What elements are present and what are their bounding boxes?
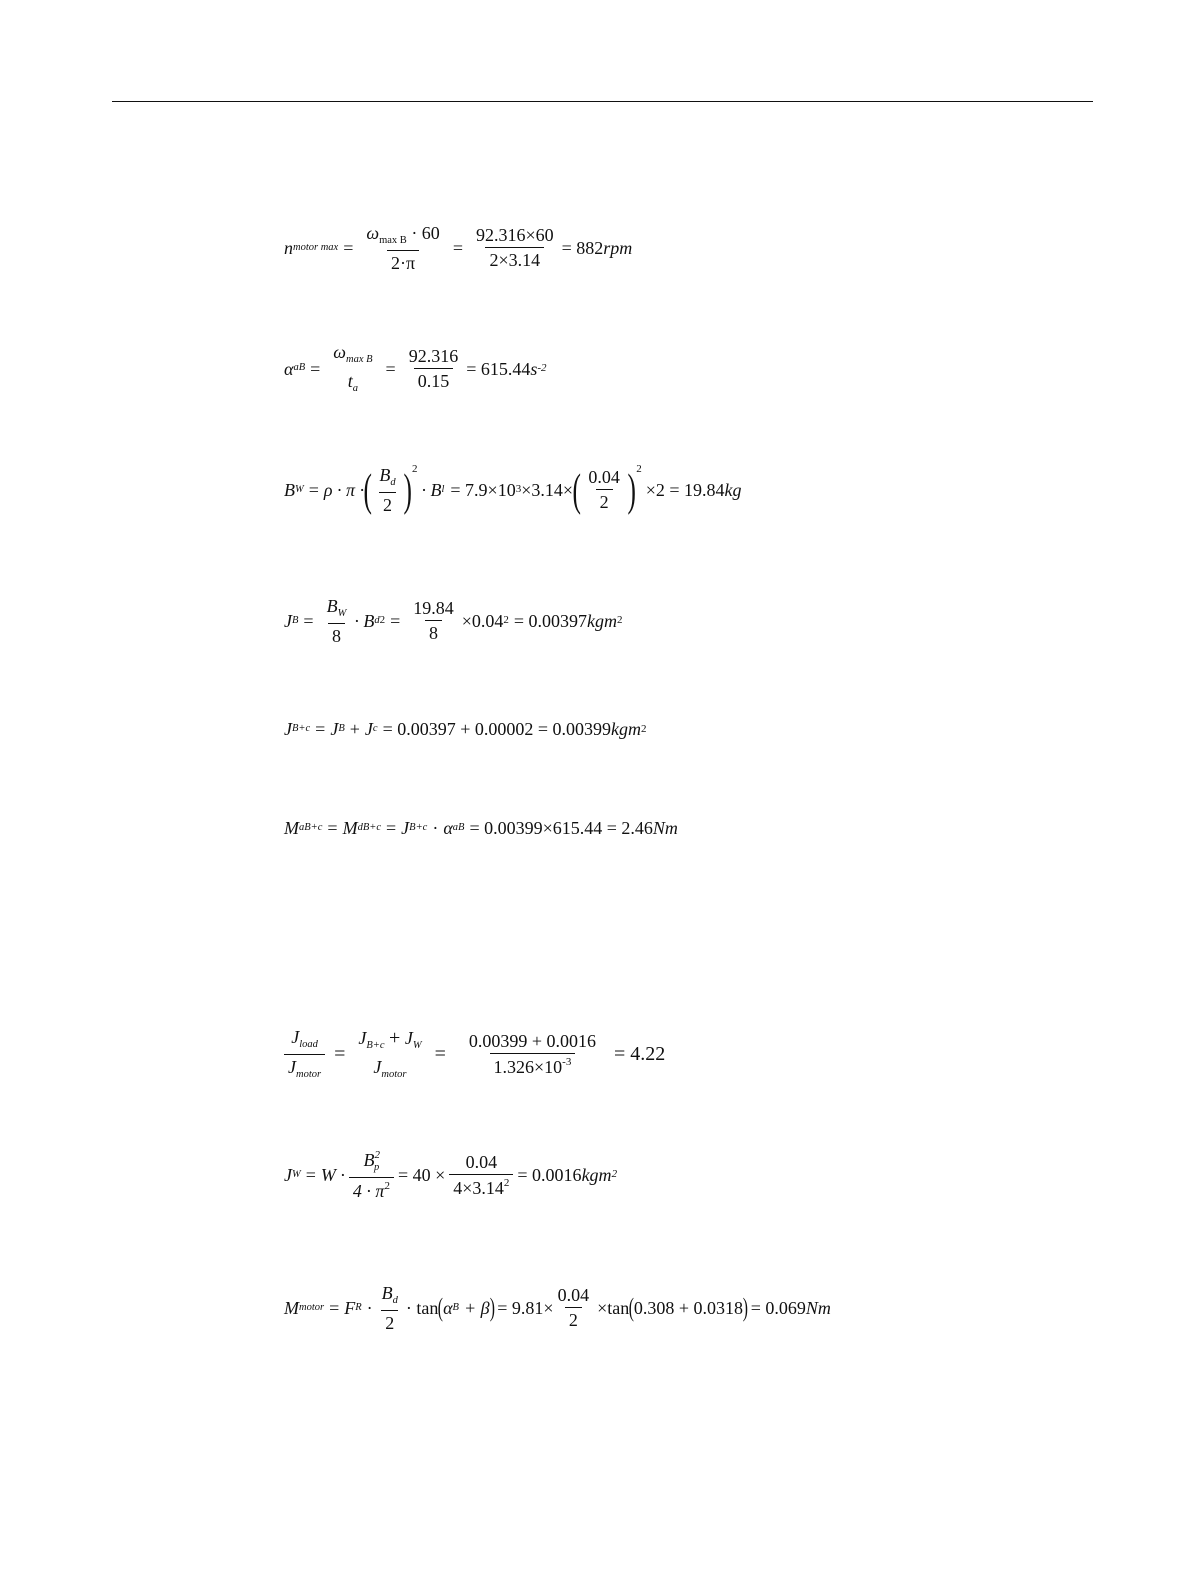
eq3-frac1-den: 2 (379, 492, 396, 514)
eq8-lhs-sub: W (292, 1168, 301, 1180)
eq7-frac1-den-sub: motor (296, 1068, 322, 1080)
eq1-lhs-sub: motor max (293, 241, 339, 253)
eq3-unit: kg (724, 479, 742, 500)
eq9-paren2-open: ( (628, 1292, 635, 1322)
eq7-frac2-num-b-sub: W (412, 1040, 422, 1051)
eq5-t1: J (330, 719, 339, 739)
eq3-paren-close: ) (403, 463, 412, 515)
eq1-frac2-den: 2×3.14 (485, 247, 544, 269)
eq9-frac1-den: 2 (381, 1310, 398, 1332)
eq9-frac2-den: 2 (565, 1307, 582, 1329)
eq3-lhs: B (284, 479, 295, 500)
eq4-unit-sup: 2 (617, 614, 623, 627)
eq1-result: = 882 (561, 237, 604, 258)
eq9-f: F (344, 1297, 356, 1318)
eq6-equals: = (327, 818, 338, 838)
eq9-alpha: α (443, 1297, 453, 1318)
eq9-frac1-num: B (381, 1283, 393, 1303)
eq7-frac3-den: 1.326×10 (493, 1057, 563, 1077)
eq9-eq2: = 9.81× (497, 1297, 554, 1318)
eq6-t2: J (401, 818, 410, 838)
eq4-frac1 (323, 597, 351, 645)
eq7-result: = 4.22 (614, 1043, 666, 1065)
eq7-frac3 (455, 1032, 610, 1076)
eq5-t2-sub: c (372, 722, 378, 734)
eq3-equals: = (308, 479, 319, 500)
eq9-frac1-num-sub: d (392, 1295, 398, 1306)
eq1-lhs: n (284, 237, 293, 258)
equation-j-ratio (284, 1028, 665, 1080)
eq6-dot: · (432, 818, 439, 838)
eq6-t3-sub: aB (452, 821, 465, 833)
eq2-unit: s (530, 358, 538, 379)
eq9-lhs: M (284, 1297, 299, 1318)
eq5-result: = 0.00397 + 0.00002 = 0.00399 (382, 719, 612, 739)
eq9-tail: ×tan (597, 1297, 630, 1318)
eq2-unit-sup: -2 (537, 362, 547, 374)
eq4-result: = 0.00397 (513, 610, 588, 631)
equation-j-w (284, 1150, 617, 1200)
eq9-dot: · (366, 1297, 373, 1318)
eq5-unit-sup: 2 (641, 722, 647, 735)
eq7-frac1-num: J (291, 1027, 300, 1047)
eq3-frac2-den: 2 (596, 489, 613, 511)
eq2-frac1-den: t (347, 370, 353, 391)
eq4-equals: = (303, 610, 314, 631)
eq1-frac2-num: 92.316×60 (475, 225, 554, 246)
eq3-eq2: = 7.9×10 (450, 479, 516, 500)
eq2-frac2 (405, 347, 463, 390)
eq9-paren-open: ( (438, 1292, 444, 1322)
eq6-lhs-sub: aB+c (299, 821, 323, 833)
eq2-result: = 615.44 (466, 358, 531, 379)
eq8-frac1-den: 4 · π (352, 1180, 385, 1201)
eq2-frac1-den-sub: a (352, 382, 359, 394)
eq7-equals-2: = (434, 1043, 446, 1065)
eq7-frac1 (284, 1028, 325, 1080)
eq3-paren2-open: ( (572, 463, 581, 515)
eq9-f-sub: R (355, 1301, 362, 1313)
eq3-bl: · B (421, 479, 442, 500)
eq2-equals-2: = (385, 358, 396, 379)
eq2-frac1 (329, 343, 376, 394)
eq6-result: = 0.00399×615.44 = 2.46 (469, 818, 653, 838)
eq7-frac3-den-sup: -3 (562, 1056, 572, 1068)
equation-m-abc (284, 819, 678, 837)
eq3-bl-sub: l (441, 483, 445, 495)
eq8-unit: kgm (581, 1164, 612, 1185)
eq8-equals: = (305, 1164, 316, 1185)
eq8-frac1-num-sub: p (374, 1162, 380, 1173)
eq4-tail-sup: 2 (503, 614, 509, 627)
equation-b-w (284, 463, 742, 515)
eq5-equals: = (315, 719, 326, 739)
eq7-frac2-den-sub: motor (381, 1068, 407, 1080)
eq4-frac1-num-sub: W (337, 608, 347, 619)
eq3-lhs-sub: W (295, 483, 304, 495)
eq6-equals-2: = (386, 818, 397, 838)
eq4-lhs-sub: B (292, 614, 299, 626)
eq6-t1-sub: dB+c (357, 821, 381, 833)
eq7-frac2-num-a-sub: B+c (366, 1040, 385, 1051)
eq1-equals-2: = (452, 237, 463, 258)
eq4-frac2 (409, 599, 458, 642)
eq8-eq2: = 40 × (397, 1164, 446, 1185)
eq4-frac2-num: 19.84 (413, 598, 454, 619)
eq4-lhs: J (284, 610, 292, 631)
eq9-alpha-sub: B (452, 1301, 459, 1313)
eq9-paren-close: ) (489, 1292, 495, 1322)
eq7-equals: = (334, 1043, 346, 1065)
eq6-t1: M (342, 818, 358, 838)
eq5-lhs-sub: B+c (292, 722, 311, 734)
eq3-frac2 (584, 468, 624, 511)
eq9-frac2 (554, 1286, 594, 1329)
eq9-tan: · tan (405, 1297, 439, 1318)
eq5-unit: kgm (611, 719, 642, 739)
eq7-frac2-den: J (373, 1056, 382, 1077)
eq1-equals: = (343, 237, 354, 258)
eq8-frac2 (449, 1153, 513, 1197)
eq8-frac2-den: 4×3.14 (453, 1177, 504, 1198)
eq3-paren2-close: ) (627, 463, 636, 515)
eq3-frac1-num-sub: d (390, 477, 396, 488)
eq1-unit: rpm (603, 237, 633, 258)
eq9-unit: Nm (805, 1297, 831, 1318)
eq7-frac1-den: J (288, 1056, 296, 1077)
eq3-eq2-sup: 3 (515, 483, 522, 496)
eq9-frac2-num: 0.04 (557, 1285, 590, 1306)
eq5-plus: + (349, 719, 360, 739)
eq8-frac1-den-sup: 2 (384, 1179, 390, 1192)
eq4-frac2-den: 8 (425, 620, 442, 642)
eq9-inner: 0.308 + 0.0318 (633, 1297, 744, 1318)
eq6-t2-sub: B+c (409, 821, 428, 833)
header-rule (112, 101, 1093, 102)
eq4-mult-sup: 2 (379, 614, 386, 627)
equation-j-bc (284, 720, 647, 738)
eq8-w: W · (320, 1164, 345, 1185)
eq9-frac1 (378, 1284, 402, 1332)
eq3-frac1-num: B (379, 465, 391, 485)
eq6-lhs: M (284, 818, 299, 838)
eq2-frac2-den: 0.15 (414, 368, 454, 390)
eq7-frac2-plus: + (389, 1027, 401, 1049)
eq4-frac1-num: B (326, 596, 338, 616)
eq4-frac1-den: 8 (328, 623, 345, 645)
eq7-frac2-num-a: J (358, 1028, 367, 1048)
eq8-frac1-num-sup: 2 (374, 1149, 381, 1161)
eq8-result: = 0.0016 (517, 1164, 582, 1185)
eq5-t2: J (364, 719, 373, 739)
equation-m-motor (284, 1284, 831, 1332)
eq4-unit: kgm (587, 610, 618, 631)
equation-alpha-ab (284, 343, 547, 394)
eq8-frac2-num: 0.04 (465, 1151, 498, 1172)
eq8-lhs: J (284, 1164, 292, 1185)
eq3-frac2-num: 0.04 (588, 467, 620, 488)
eq4-equals-2: = (390, 610, 401, 631)
eq9-plus-beta: + β (463, 1297, 490, 1318)
eq6-unit: Nm (652, 818, 678, 838)
eq5-t1-sub: B (338, 722, 345, 734)
eq7-frac2-num-b: J (404, 1028, 413, 1048)
eq8-unit-sup: 2 (611, 1168, 618, 1181)
eq2-lhs-sub: aB (293, 362, 306, 374)
eq1-frac1-den: 2·π (387, 250, 419, 272)
eq5-lhs: J (284, 719, 292, 739)
eq3-paren-open: ( (363, 463, 372, 515)
eq2-frac2-num: 92.316 (408, 346, 459, 366)
eq3-tail: ×2 = 19.84 (645, 479, 725, 500)
eq1-frac2 (472, 226, 558, 269)
eq7-frac1-num-sub: load (299, 1039, 318, 1050)
eq8-frac1-num: B (363, 1150, 375, 1170)
eq9-equals: = (329, 1297, 340, 1318)
equation-n-motor-max (284, 224, 632, 272)
eq9-paren2-close: ) (742, 1292, 748, 1322)
eq2-equals: = (310, 358, 321, 379)
eq3-rho-pi: ρ · π · (323, 479, 365, 500)
eq3-pow2: 2 (636, 463, 642, 476)
eq2-lhs: α (284, 358, 294, 379)
eq1-frac1-num-a: ω (366, 223, 380, 243)
eq3-eq2-b: ×3.14× (521, 479, 574, 500)
eq4-mult-sub: d (374, 614, 380, 626)
eq1-frac1-num-b: · 60 (411, 223, 440, 243)
eq6-t3: α (443, 818, 453, 838)
eq8-frac2-den-sup: 2 (503, 1176, 510, 1189)
eq1-frac1 (362, 224, 443, 272)
eq8-frac1 (349, 1150, 394, 1200)
eq2-frac1-num-sub: max B (346, 354, 373, 365)
eq1-frac1-num-sub: max B (379, 235, 407, 246)
eq9-result: = 0.069 (750, 1297, 806, 1318)
eq4-mult: · B (354, 610, 375, 631)
equation-j-b (284, 597, 623, 645)
eq3-pow: 2 (411, 463, 418, 476)
eq7-frac2 (354, 1028, 425, 1080)
eq4-tail: ×0.04 (461, 610, 504, 631)
eq3-frac1 (375, 466, 399, 514)
eq2-frac1-num: ω (333, 342, 346, 362)
eq7-frac3-num: 0.00399 + 0.0016 (468, 1031, 597, 1051)
eq9-lhs-sub: motor (299, 1301, 325, 1313)
